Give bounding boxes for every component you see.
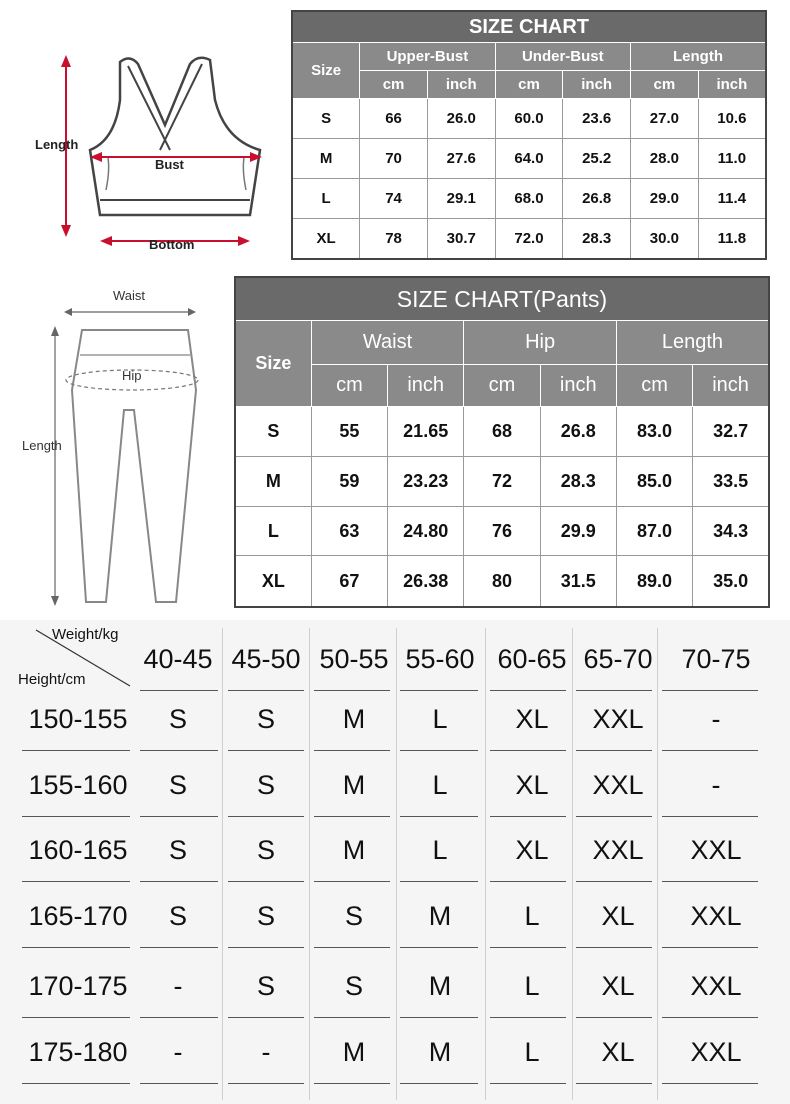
bra-cell: L [292, 178, 360, 218]
row-underline [22, 947, 130, 948]
header-underline [662, 690, 758, 691]
recommended-size-cell: S [344, 901, 363, 931]
bra-cell: 68.0 [495, 178, 563, 218]
cell-underline [400, 881, 478, 882]
pants-unit: inch [388, 365, 464, 407]
bra-cell: 72.0 [495, 218, 563, 259]
pants-hip-label: Hip [122, 368, 142, 383]
cell-underline [576, 947, 652, 948]
recommended-size-cell: L [432, 835, 448, 865]
cell-underline [400, 1083, 478, 1084]
recommended-size-cell: XL [515, 704, 549, 734]
pants-cell: 31.5 [540, 556, 616, 607]
weight-range-header: 55-60 [405, 644, 475, 674]
height-range-label: 170-175 [28, 971, 128, 1001]
bra-bust-label: Bust [155, 157, 184, 172]
recommended-size-cell: XL [601, 901, 635, 931]
bra-cell: 74 [360, 178, 428, 218]
column-divider [485, 628, 486, 1100]
bra-cell: 11.4 [698, 178, 766, 218]
bra-cell: 60.0 [495, 99, 563, 139]
pants-unit: inch [540, 365, 616, 407]
cell-underline [140, 881, 218, 882]
recommended-size-cell: - [173, 971, 183, 1001]
height-range-label: 155-160 [28, 770, 128, 800]
recommended-size-cell: S [256, 704, 275, 734]
cell-underline [490, 947, 566, 948]
header-underline [576, 690, 652, 691]
pants-waist-label: Waist [113, 288, 146, 303]
height-weight-size-guide [0, 620, 790, 1104]
pants-cell: 26.8 [540, 407, 616, 457]
bra-cell: 64.0 [495, 138, 563, 178]
recommended-size-cell: S [256, 835, 275, 865]
cell-underline [662, 1017, 758, 1018]
bra-cell: 30.0 [631, 218, 699, 259]
pants-cell: 32.7 [693, 407, 769, 457]
pants-cell: XL [235, 556, 311, 607]
recommended-size-cell: M [342, 835, 366, 865]
recommended-size-cell: S [168, 770, 187, 800]
bra-group-under-bust: Under-Bust [495, 43, 630, 71]
pants-cell: 26.38 [388, 556, 464, 607]
recommended-size-cell: S [256, 971, 275, 1001]
bra-chart-title: SIZE CHART [292, 11, 766, 43]
recommended-size-cell: XXL [592, 704, 644, 734]
cell-underline [228, 816, 304, 817]
header-underline [400, 690, 478, 691]
cell-underline [662, 881, 758, 882]
cell-underline [490, 750, 566, 751]
pants-cell: 24.80 [388, 506, 464, 556]
recommended-size-cell: S [168, 835, 187, 865]
cell-underline [490, 1017, 566, 1018]
recommended-size-cell: M [342, 1037, 366, 1067]
pants-cell: 33.5 [693, 456, 769, 506]
cell-underline [314, 750, 390, 751]
recommended-size-cell: XXL [690, 971, 742, 1001]
recommended-size-cell: XXL [592, 835, 644, 865]
pants-group-length: Length [616, 321, 769, 365]
bra-cell: 26.0 [427, 99, 495, 139]
recommended-size-cell: XL [601, 1037, 635, 1067]
bra-size-header: Size [292, 43, 360, 99]
weight-range-header: 65-70 [583, 644, 653, 674]
header-underline [314, 690, 390, 691]
bra-unit: cm [360, 71, 428, 99]
bra-cell: 29.1 [427, 178, 495, 218]
bra-group-upper-bust: Upper-Bust [360, 43, 495, 71]
pants-cell: 87.0 [616, 506, 692, 556]
bra-cell: 28.0 [631, 138, 699, 178]
recommended-size-cell: S [256, 901, 275, 931]
recommended-size-cell: S [256, 770, 275, 800]
bra-unit: cm [631, 71, 699, 99]
pants-cell: 23.23 [388, 456, 464, 506]
recommended-size-cell: S [168, 704, 187, 734]
column-divider [396, 628, 397, 1100]
cell-underline [140, 947, 218, 948]
header-underline [490, 690, 566, 691]
recommended-size-cell: M [428, 1037, 452, 1067]
recommended-size-cell: XXL [690, 1037, 742, 1067]
cell-underline [400, 816, 478, 817]
cell-underline [314, 947, 390, 948]
bra-cell: 26.8 [563, 178, 631, 218]
bra-bottom-label: Bottom [149, 237, 195, 252]
bra-unit: inch [563, 71, 631, 99]
bra-cell: 30.7 [427, 218, 495, 259]
bra-cell: 11.8 [698, 218, 766, 259]
bra-figure [10, 40, 280, 265]
pants-cell: M [235, 456, 311, 506]
pants-cell: 85.0 [616, 456, 692, 506]
cell-underline [228, 750, 304, 751]
recommended-size-cell: S [168, 901, 187, 931]
pants-size-chart [234, 276, 770, 608]
cell-underline [662, 1083, 758, 1084]
weight-axis-label: Weight/kg [52, 626, 119, 643]
recommended-size-cell: - [711, 704, 721, 734]
bra-cell: M [292, 138, 360, 178]
pants-figure [10, 280, 225, 610]
recommended-size-cell: XL [515, 770, 549, 800]
cell-underline [400, 750, 478, 751]
row-underline [22, 816, 130, 817]
recommended-size-cell: M [428, 901, 452, 931]
pants-unit: cm [311, 365, 387, 407]
cell-underline [228, 1017, 304, 1018]
pants-cell: S [235, 407, 311, 457]
bra-group-length: Length [631, 43, 766, 71]
recommended-size-cell: XL [515, 835, 549, 865]
cell-underline [140, 1083, 218, 1084]
pants-cell: 76 [464, 506, 540, 556]
bra-unit: inch [698, 71, 766, 99]
pants-cell: 55 [311, 407, 387, 457]
pants-cell: 28.3 [540, 456, 616, 506]
weight-range-header: 45-50 [231, 644, 301, 674]
cell-underline [140, 816, 218, 817]
pants-size-header: Size [235, 321, 311, 407]
row-underline [22, 1083, 130, 1084]
cell-underline [576, 750, 652, 751]
pants-cell: 34.3 [693, 506, 769, 556]
pants-cell: 80 [464, 556, 540, 607]
pants-cell: L [235, 506, 311, 556]
pants-cell: 89.0 [616, 556, 692, 607]
bra-cell: 11.0 [698, 138, 766, 178]
recommended-size-cell: L [432, 704, 448, 734]
cell-underline [576, 816, 652, 817]
cell-underline [490, 1083, 566, 1084]
height-range-label: 175-180 [28, 1037, 128, 1067]
pants-unit: cm [464, 365, 540, 407]
recommended-size-cell: M [342, 704, 366, 734]
recommended-size-cell: L [524, 901, 540, 931]
cell-underline [490, 816, 566, 817]
height-axis-label: Height/cm [18, 671, 86, 688]
recommended-size-cell: M [428, 971, 452, 1001]
cell-underline [314, 816, 390, 817]
recommended-size-cell: XXL [690, 835, 742, 865]
recommended-size-cell: M [342, 770, 366, 800]
pants-group-hip: Hip [464, 321, 617, 365]
header-underline [140, 690, 218, 691]
row-underline [22, 881, 130, 882]
pants-cell: 35.0 [693, 556, 769, 607]
cell-underline [576, 881, 652, 882]
cell-underline [400, 947, 478, 948]
pants-unit: cm [616, 365, 692, 407]
cell-underline [662, 947, 758, 948]
bra-cell: 10.6 [698, 99, 766, 139]
recommended-size-cell: XL [601, 971, 635, 1001]
bra-length-label: Length [35, 137, 79, 152]
pants-length-label: Length [22, 438, 62, 453]
weight-range-header: 40-45 [143, 644, 213, 674]
cell-underline [576, 1083, 652, 1084]
column-divider [222, 628, 223, 1100]
cell-underline [228, 1083, 304, 1084]
bra-cell: 27.6 [427, 138, 495, 178]
height-range-label: 160-165 [28, 835, 128, 865]
height-range-label: 150-155 [28, 704, 128, 734]
bra-unit: cm [495, 71, 563, 99]
cell-underline [314, 1083, 390, 1084]
cell-underline [140, 1017, 218, 1018]
column-divider [309, 628, 310, 1100]
bra-unit: inch [427, 71, 495, 99]
pants-cell: 63 [311, 506, 387, 556]
bra-cell: 25.2 [563, 138, 631, 178]
recommended-size-cell: XXL [592, 770, 644, 800]
row-underline [22, 1017, 130, 1018]
recommended-size-cell: L [524, 1037, 540, 1067]
cell-underline [314, 1017, 390, 1018]
recommended-size-cell: XXL [690, 901, 742, 931]
bra-cell: 70 [360, 138, 428, 178]
pants-cell: 29.9 [540, 506, 616, 556]
bra-cell: 28.3 [563, 218, 631, 259]
pants-cell: 72 [464, 456, 540, 506]
cell-underline [228, 881, 304, 882]
bra-cell: XL [292, 218, 360, 259]
cell-underline [400, 1017, 478, 1018]
recommended-size-cell: L [432, 770, 448, 800]
bra-size-chart [291, 10, 767, 260]
recommended-size-cell: - [711, 770, 721, 800]
weight-range-header: 60-65 [497, 644, 567, 674]
column-divider [572, 628, 573, 1100]
sports-bra-illustration [10, 40, 280, 265]
weight-range-header: 50-55 [319, 644, 389, 674]
pants-cell: 67 [311, 556, 387, 607]
pants-chart-title: SIZE CHART(Pants) [235, 277, 769, 321]
pants-cell: 21.65 [388, 407, 464, 457]
bra-cell: 23.6 [563, 99, 631, 139]
cell-underline [662, 750, 758, 751]
bra-cell: 78 [360, 218, 428, 259]
pants-group-waist: Waist [311, 321, 464, 365]
recommended-size-cell: L [524, 971, 540, 1001]
cell-underline [576, 1017, 652, 1018]
pants-cell: 83.0 [616, 407, 692, 457]
recommended-size-cell: - [261, 1037, 271, 1067]
cell-underline [662, 816, 758, 817]
bra-cell: S [292, 99, 360, 139]
bra-cell: 66 [360, 99, 428, 139]
pants-unit: inch [693, 365, 769, 407]
cell-underline [140, 750, 218, 751]
bra-cell: 27.0 [631, 99, 699, 139]
recommended-size-cell: S [344, 971, 363, 1001]
bra-cell: 29.0 [631, 178, 699, 218]
row-underline [22, 750, 130, 751]
pants-cell: 59 [311, 456, 387, 506]
header-underline [228, 690, 304, 691]
pants-cell: 68 [464, 407, 540, 457]
height-range-label: 165-170 [28, 901, 128, 931]
cell-underline [228, 947, 304, 948]
cell-underline [314, 881, 390, 882]
weight-range-header: 70-75 [681, 644, 751, 674]
cell-underline [490, 881, 566, 882]
recommended-size-cell: - [173, 1037, 183, 1067]
